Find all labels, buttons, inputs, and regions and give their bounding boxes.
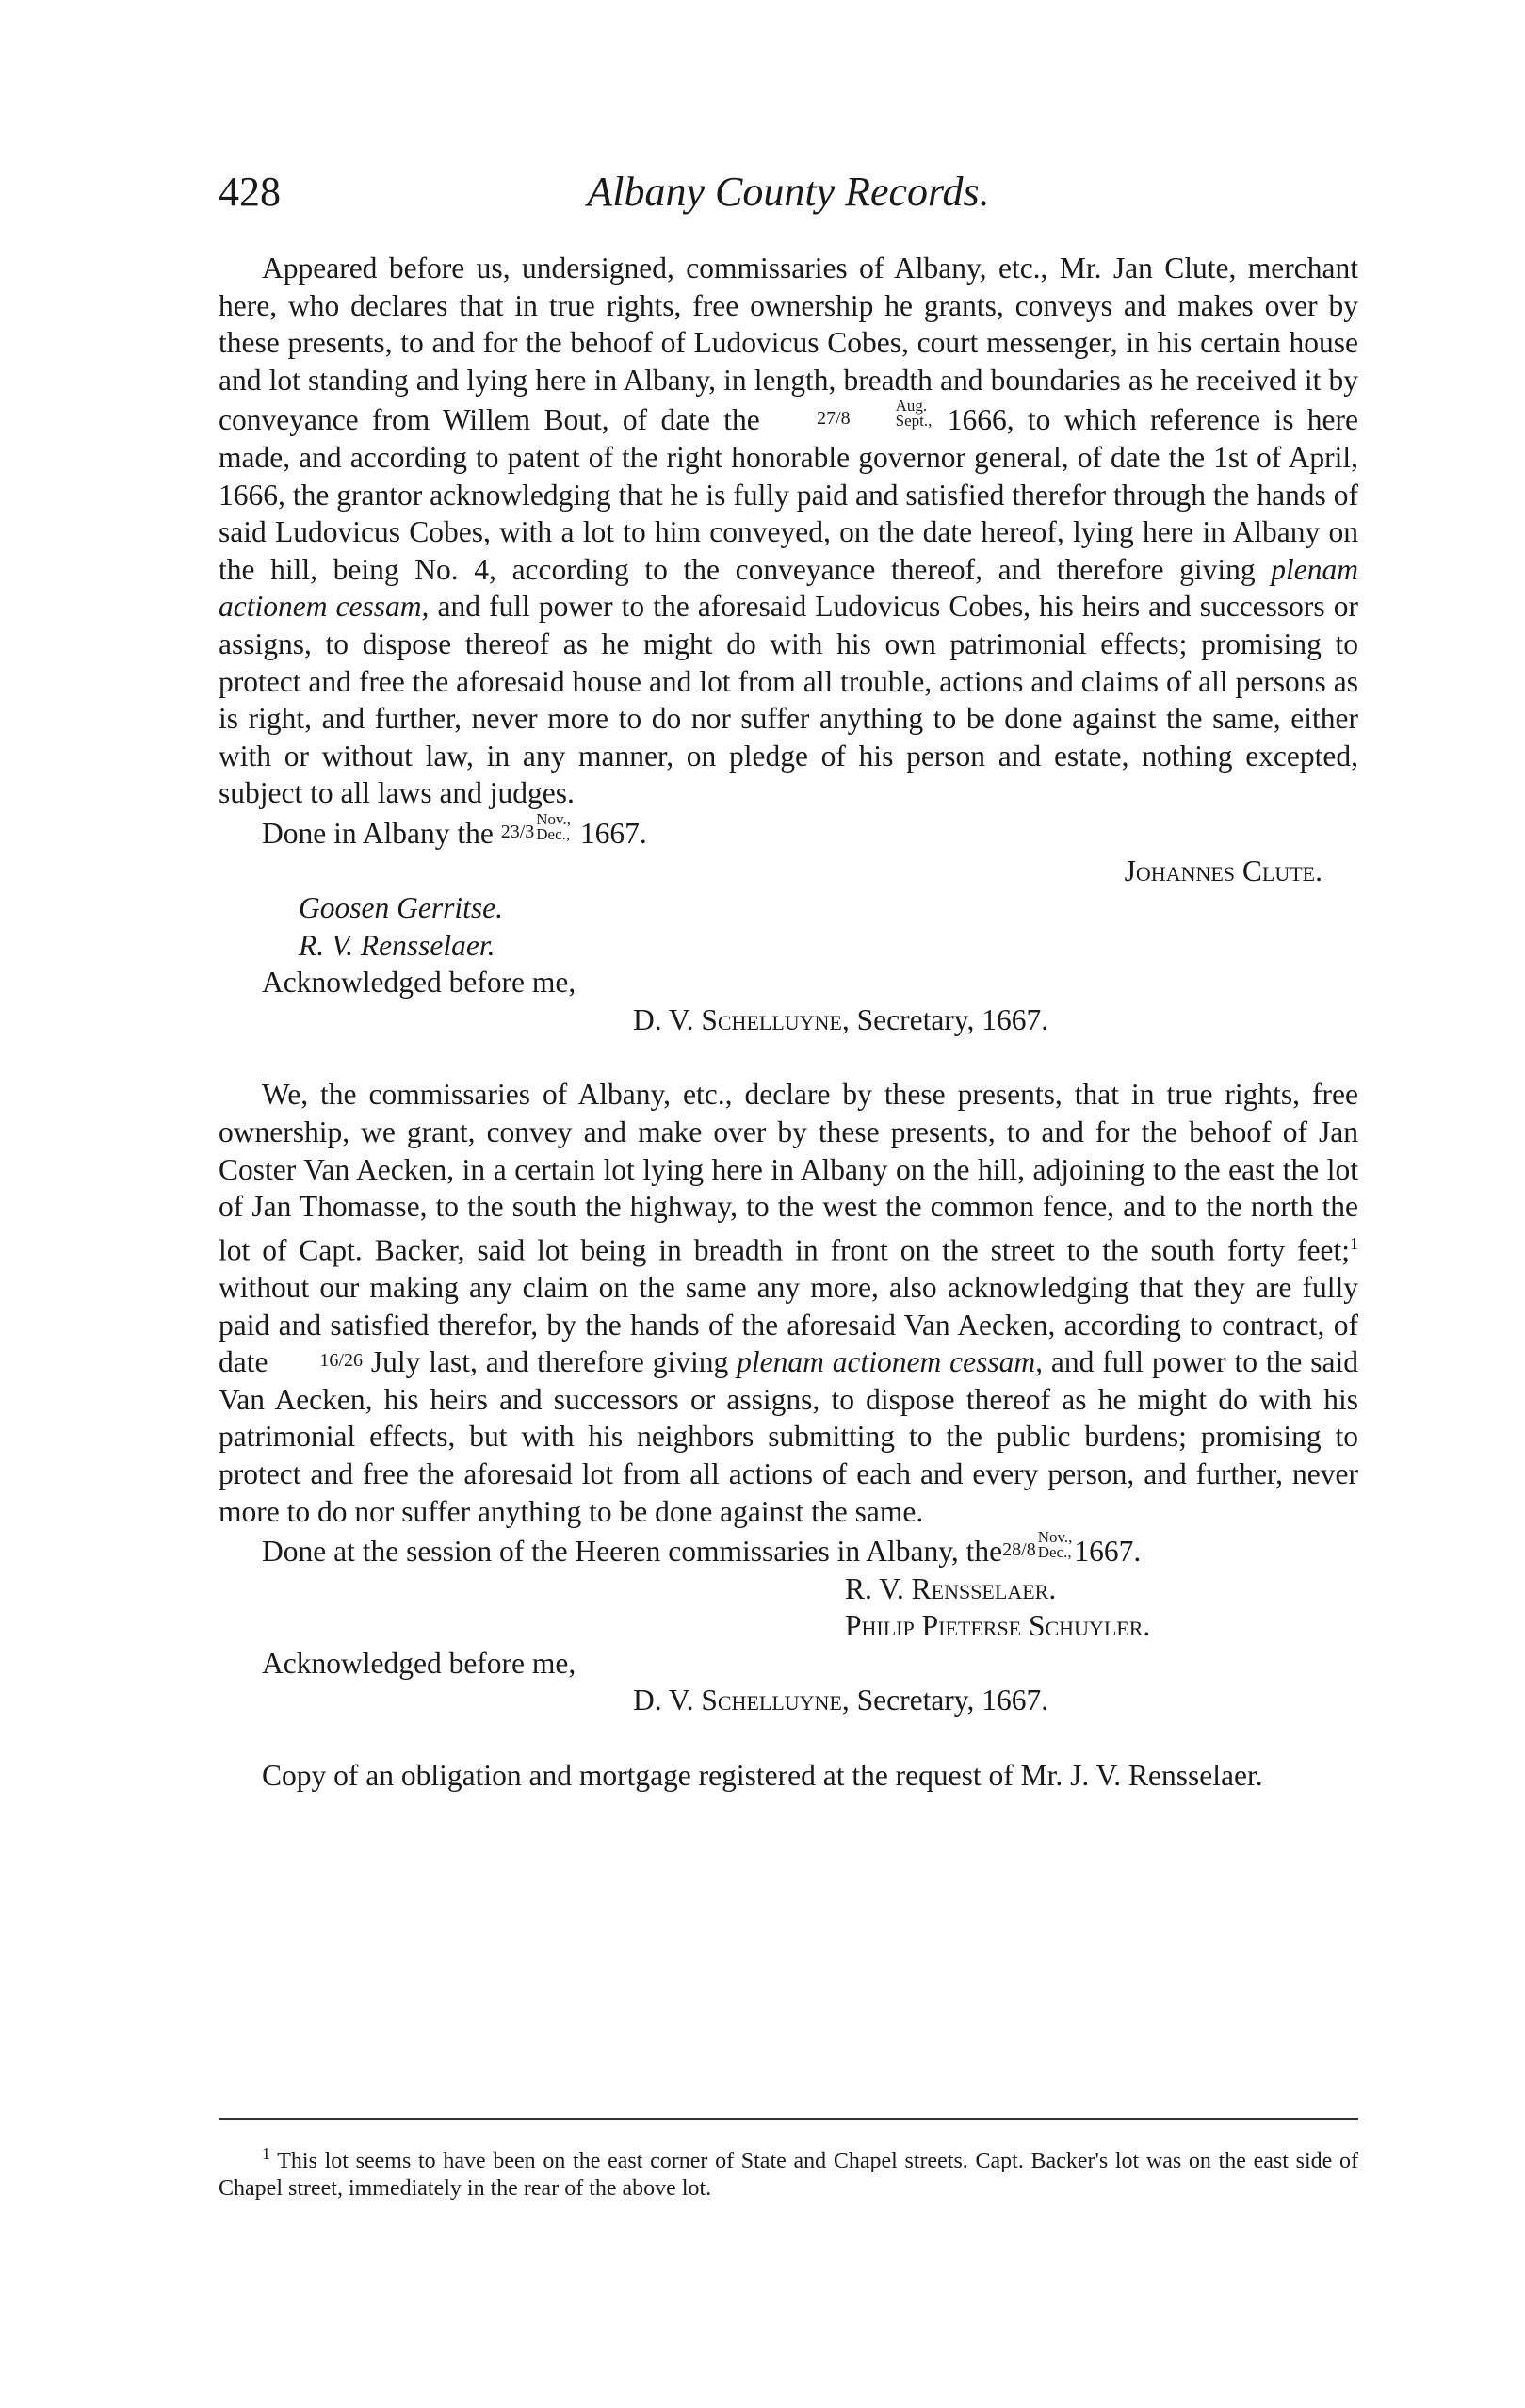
deed-2-done-fraction: 28/8 xyxy=(1002,1539,1036,1561)
page-number: 428 xyxy=(219,169,281,215)
deed-1-done-months: Nov., Dec., xyxy=(536,809,571,843)
deed-1-witness-1: Goosen Gerritse. xyxy=(299,891,503,925)
deed-2-done-line: Done at the session of the Heeren commissaries in Albany, the28/8 Nov., Dec., 1667. xyxy=(262,1528,1142,1569)
page-header xyxy=(219,168,1358,234)
deed-2-signatory-1: R. V. Rensselaer. xyxy=(845,1571,1057,1605)
deed-1-text-b: 1666, to which reference is here made, and according to patent of the right honorable governor general, of date the 1st of April, 1666, the grantor acknowledging that he is fully paid and satisfied therefor through the hands of said Ludovicus Cobes, with a lot to him conveyed, on the date hereof, lying here in Albany on the hill, being No. 4, according to the conveyance thereof, and therefore giving xyxy=(219,403,1359,586)
deed-1-secretary: D. V. Schelluyne, Secretary, 1667. xyxy=(633,1002,1049,1036)
section-gap xyxy=(219,1719,1358,1757)
deed-1-date-fraction: 27/8 xyxy=(817,408,851,430)
page-body xyxy=(219,250,1358,1795)
deed-2-text-b: without our making any claim on the same any more, also acknowledging that they are fully paid and satisfied therefor, by the hands of the aforesaid Van Aecken, according to contract, of date xyxy=(219,1270,1358,1379)
deed-1-witness-2: R. V. Rensselaer. xyxy=(299,928,495,962)
deed-1-done-fraction: 23/3 xyxy=(500,821,535,842)
deed-2-latin-phrase: plenam actionem cessam, xyxy=(737,1345,1043,1379)
deed-1-text-a: Appeared before us, undersigned, commissaries of Albany, etc., Mr. Jan Clute, merchant here, who declares that in true rights, free ownership he grants, conveys and makes over by these presents, to and for the behoof of Ludovicus Cobes, court messenger, in his certain house and lot standing and lying here in Albany, in length, breadth and boundaries as he received it by conveyance from Willem Bout, of date the xyxy=(219,252,1358,437)
running-title: Albany County Records. xyxy=(587,169,990,215)
deed-1-done-line: Done in Albany the 23/3 Nov., Dec., 1667. xyxy=(262,809,647,850)
deed-2-signatory-2: Philip Pieterse Schuyler. xyxy=(845,1609,1151,1643)
deed-2-text-d: and full power to the said Van Aecken, his heirs and successors or assigns, to dispose thereof as he might do with his patrimonial effects, but with his neighbors submitting to the public burdens; promising to protect and free the aforesaid lot from all actions of each and every person, and further, never more to do nor suffer anything to be done against the same. xyxy=(219,1345,1359,1528)
deed-2-paragraph xyxy=(219,1076,1358,1530)
deed-2-text-c: July last, and therefore giving xyxy=(370,1345,729,1379)
deed-2-date-fraction: 16/26 xyxy=(319,1350,363,1372)
footnotes xyxy=(219,2140,1358,2203)
copy-note: Copy of an obligation and mortgage registered at the request of Mr. J. V. Rensselaer. xyxy=(262,1759,1263,1793)
deed-2-done-months: Nov., Dec., xyxy=(1037,1528,1073,1562)
deed-1-signatory: Johannes Clute. xyxy=(1124,854,1322,887)
footnote-1: $^1$ This lot seems to have been on the east corner of State and Chapel streets. Capt. Backer's lot was on the east side of Chapel street, immediately in the rear of the above lot. xyxy=(219,2144,1358,2201)
footnote-divider xyxy=(219,2118,1358,2120)
deed-1-paragraph xyxy=(219,250,1358,812)
footnote-reference: 1 xyxy=(1350,1233,1358,1253)
deed-2-text-a: We, the commissaries of Albany, etc., declare by these presents, that in true rights, free ownership, we grant, convey and make over by these presents, to and for the behoof of Jan Coster Van Aecken, in a certain lot lying here in Albany on the hill, adjoining to the east the lot of Jan Thomasse, to the south the highway, to the west the common fence, and to the north the lot of Capt. Backer, said lot being in breadth in front on the street to the south forty feet; xyxy=(219,1078,1358,1267)
deed-2-acknowledgment: Acknowledged before me, xyxy=(262,1646,576,1680)
section-gap xyxy=(219,1038,1358,1076)
deed-1-acknowledgment: Acknowledged before me, xyxy=(262,966,576,1000)
deed-1-text-c: and full power to the aforesaid Ludovicus Cobes, his heirs and successors or assigns, to dispose thereof as he might do with his own patrimonial effects; promising to protect and free the aforesaid house and lot from all trouble, actions and claims of all persons as is right, and further, never more to do nor suffer anything to be done against the same, either with or without law, in any manner, on pledge of his person and estate, nothing excepted, subject to all laws and judges. xyxy=(219,590,1358,810)
deed-2-secretary: D. V. Schelluyne, Secretary, 1667. xyxy=(633,1684,1049,1717)
deed-1-latin-phrase: plenam actionem cessam, xyxy=(219,552,1359,624)
deed-1-date-months: Aug. Sept., xyxy=(895,397,933,431)
